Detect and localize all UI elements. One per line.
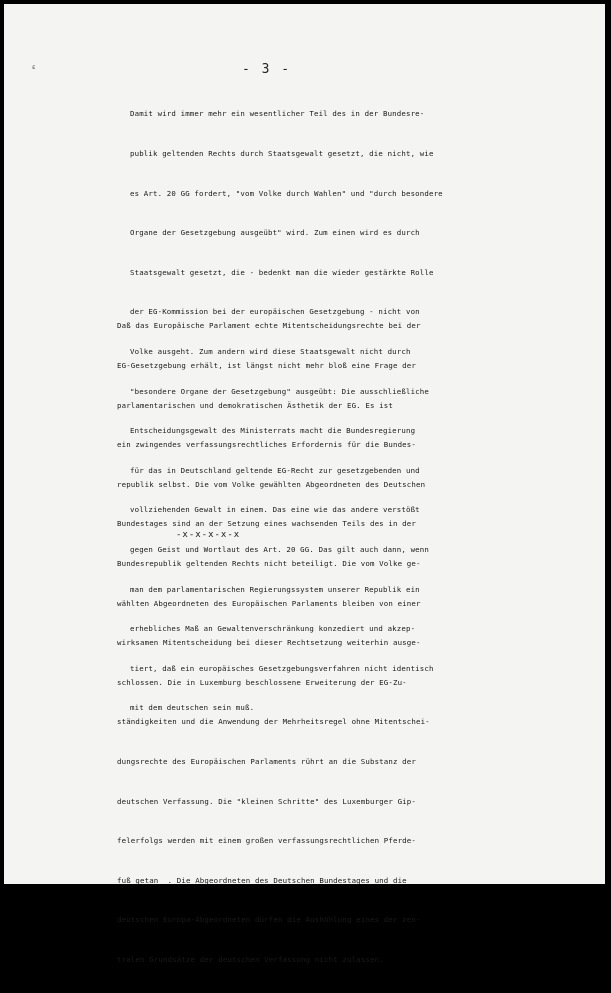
paragraph-line: man dem parlamentarischen Regierungssystem unserer Republik ein (130, 584, 420, 594)
paragraph-line: Bundestages sind an der Setzung eines wachsenden Teils des in der (117, 519, 416, 529)
paragraph-line: fuß getan . Die Abgeordneten des Deutschen Bundestages und die (117, 875, 407, 885)
paragraph-line: vollziehenden Gewalt in einem. Das eine wie das andere verstößt (130, 505, 420, 515)
paragraph-line: tralen Grundsätze der deutschen Verfassung nicht zulassen. (117, 954, 384, 964)
paragraph-line: Damit wird immer mehr ein wesentlicher Teil des in der Bundesre- (130, 109, 425, 119)
paragraph-line: EG-Gesetzgebung erhält, ist längst nicht mehr bloß eine Frage der (117, 361, 416, 370)
paragraph-line: parlamentarischen und demokratischen Ästhetik der EG. Es ist (117, 400, 393, 410)
paragraph-line: ein zwingendes verfassungsrechtliches Erfordernis für die Bundes- (117, 440, 416, 450)
paragraph-line: Bundesrepublik geltenden Rechts nicht beteiligt. Die vom Volke ge- (117, 558, 421, 568)
paragraph-line: Organe der Gesetzgebung ausgeübt" wird. Zum einen wird es durch (130, 228, 420, 238)
paragraph-line: dungsrechte des Europäischen Parlaments rührt an die Substanz der (117, 756, 416, 766)
paragraph-line: mit dem deutschen sein muß. (130, 703, 255, 713)
paragraph-line: für das in Deutschland geltende EG-Recht zur gesetzgebenden und (130, 465, 420, 475)
paragraph-line: schlossen. Die in Luxemburg beschlossene Erweiterung der EG-Zu- (117, 677, 407, 687)
paragraph-line: felerfolgs werden mit einem großen verfassungsrechtlichen Pferde- (117, 836, 416, 846)
paragraph-line: wirksamen Mitentscheidung bei dieser Rechtsetzung weiterhin ausge- (117, 638, 421, 648)
paragraph-line: wählten Abgeordneten des Europäischen Parlaments bleiben von einer (117, 598, 421, 608)
section-separator: -x-x-x-x-x (176, 530, 241, 540)
paragraph-line: deutschen Europa-Abgeordneten dürfen die Aushöhlung eines der zen- (117, 915, 421, 925)
paragraph-line: gegen Geist und Wortlaut des Art. 20 GG. Das gilt auch dann, wenn (130, 544, 429, 554)
paragraph-line: publik geltenden Rechts durch Staatsgewalt gesetzt, die nicht, wie (130, 149, 434, 158)
paragraph-line: der EG-Kommission bei der europäischen Gesetzgebung - nicht von (130, 307, 420, 317)
document-page (4, 4, 605, 964)
paragraph-line: es Art. 20 GG fordert, "vom Volke durch Wahlen" und "durch besondere (130, 188, 443, 198)
paragraph-line: deutschen Verfassung. Die "kleinen Schritte" des Luxemburger Gip- (117, 796, 416, 806)
paragraph-line: ständigkeiten und die Anwendung der Mehrheitsregel ohne Mitentschei- (117, 717, 430, 727)
paragraph-line: Daß das Europäische Parlament echte Mitentscheidungsrechte bei der (117, 321, 421, 331)
paragraph-line: Volke ausgeht. Zum andern wird diese Staatsgewalt nicht durch (130, 346, 411, 356)
paragraph-line: "besondere Organe der Gesetzgebung" ausgeübt: Die ausschließliche (130, 386, 429, 396)
page-number: - 3 - (242, 62, 292, 77)
margin-mark: ε (32, 64, 36, 71)
paragraph-line: Entscheidungsgewalt des Ministerrats macht die Bundesregierung (130, 426, 416, 436)
paragraph-2 (117, 293, 430, 993)
paragraph-line: erhebliches Maß an Gewaltenverschränkung konzediert und akzep- (130, 624, 416, 634)
paragraph-line: tiert, daß ein europäisches Gesetzgebungsverfahren nicht identisch (130, 663, 434, 673)
paragraph-line: republik selbst. Die vom Volke gewählten Abgeordneten des Deutschen (117, 479, 426, 489)
paragraph-line: Staatsgewalt gesetzt, die - bedenkt man die wieder gestärkte Rolle (130, 267, 434, 277)
